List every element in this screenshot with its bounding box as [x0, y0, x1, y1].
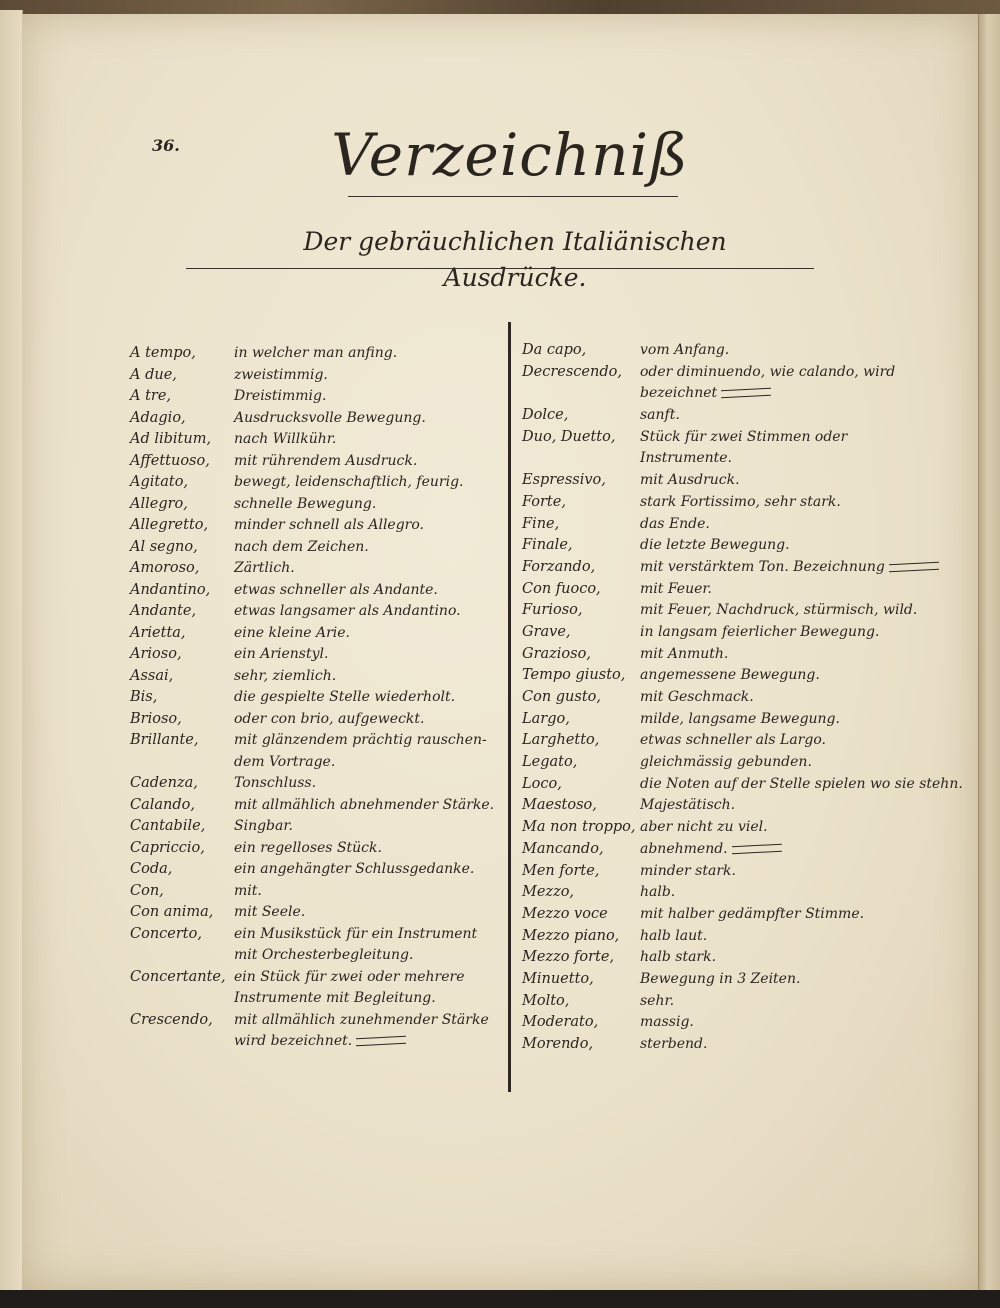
right-glossary-column — [522, 340, 963, 1056]
glossary-term: A tempo, — [130, 345, 196, 361]
glossary-entry — [130, 967, 505, 989]
glossary-term: Dolce, — [522, 407, 569, 424]
glossary-term: Mezzo voce — [522, 905, 608, 922]
glossary-meaning-text: sehr. — [640, 992, 675, 1009]
glossary-term: Decrescendo, — [522, 363, 622, 380]
glossary-meaning-text: etwas schneller als Largo. — [640, 732, 826, 749]
glossary-entry — [130, 472, 505, 494]
glossary-term: Brillante, — [130, 732, 199, 748]
glossary-term: Adagio, — [130, 409, 186, 426]
glossary-entry — [522, 795, 912, 817]
glossary-meaning — [234, 429, 514, 450]
glossary-meaning-text: das Ende. — [640, 515, 710, 532]
glossary-meaning — [640, 405, 912, 426]
page-number: 36. — [152, 136, 180, 155]
glossary-term: Duo, Duetto, — [522, 428, 616, 445]
glossary-meaning-text: nach dem Zeichen. — [234, 538, 369, 555]
glossary-meaning — [234, 881, 514, 902]
glossary-entry — [522, 448, 912, 470]
glossary-meaning-text: mit glänzendem prächtig rauschen- — [234, 732, 487, 748]
glossary-meaning — [234, 773, 514, 794]
glossary-meaning-text: oder diminuendo, wie calando, wird — [640, 363, 896, 380]
glossary-meaning — [234, 644, 514, 665]
glossary-meaning — [640, 557, 912, 578]
glossary-meaning — [234, 515, 514, 536]
glossary-meaning — [640, 926, 912, 947]
glossary-meaning — [640, 470, 912, 491]
glossary-meaning — [640, 665, 912, 686]
glossary-entry — [130, 988, 505, 1010]
glossary-term: Capriccio, — [130, 839, 205, 856]
glossary-term: Arietta, — [130, 624, 186, 641]
glossary-term: Con gusto, — [522, 689, 601, 705]
glossary-entry — [130, 859, 505, 881]
glossary-meaning-text: angemessene Bewegung. — [640, 667, 820, 684]
glossary-meaning-text: sterbend. — [640, 1036, 708, 1052]
glossary-term: Crescendo, — [130, 1011, 213, 1028]
glossary-meaning — [640, 947, 912, 968]
glossary-meaning-text: mit Feuer, Nachdruck, stürmisch, wild. — [640, 602, 918, 619]
glossary-entry — [522, 492, 912, 514]
glossary-term: Allegretto, — [130, 517, 209, 533]
glossary-meaning — [640, 817, 912, 838]
glossary-term: Forzando, — [522, 558, 596, 575]
glossary-entry — [130, 816, 505, 838]
glossary-meaning — [640, 1012, 912, 1033]
glossary-meaning — [234, 924, 514, 945]
glossary-term: Espressivo, — [522, 472, 606, 489]
glossary-meaning — [640, 752, 912, 773]
glossary-term: Andante, — [130, 603, 197, 619]
glossary-meaning-text: etwas schneller als Andante. — [234, 581, 438, 598]
glossary-entry — [522, 514, 912, 536]
glossary-term: Bis, — [130, 689, 158, 705]
glossary-meaning-text: Ausdrucksvolle Bewegung. — [234, 409, 426, 426]
glossary-entry — [522, 947, 912, 969]
glossary-entry — [130, 494, 505, 516]
glossary-entry — [522, 969, 912, 991]
glossary-meaning-text: halb stark. — [640, 949, 717, 966]
glossary-entry — [130, 945, 505, 967]
glossary-meaning — [234, 730, 514, 751]
glossary-meaning-text: massig. — [640, 1014, 694, 1031]
glossary-entry — [522, 644, 912, 666]
glossary-entry — [522, 861, 912, 883]
glossary-entry — [130, 1010, 505, 1032]
glossary-meaning — [234, 709, 514, 730]
glossary-meaning-text: mit allmählich abnehmender Stärke. — [234, 796, 495, 813]
glossary-meaning — [234, 343, 514, 364]
glossary-meaning — [234, 472, 514, 493]
glossary-entry — [130, 343, 505, 365]
glossary-term: Mezzo piano, — [522, 927, 620, 944]
glossary-term: A due, — [130, 366, 177, 383]
glossary-meaning — [234, 967, 514, 988]
glossary-meaning — [234, 816, 514, 837]
glossary-meaning-text: aber nicht zu viel. — [640, 819, 768, 836]
glossary-entry — [522, 1012, 912, 1034]
glossary-entry — [522, 340, 912, 362]
glossary-entry — [522, 600, 918, 622]
glossary-term: Cantabile, — [130, 818, 206, 834]
glossary-term: Amoroso, — [130, 560, 200, 576]
glossary-meaning-text: Majestätisch. — [640, 797, 736, 814]
glossary-meaning — [234, 838, 514, 859]
glossary-entry — [130, 838, 505, 860]
glossary-entry — [522, 383, 912, 405]
glossary-meaning — [640, 579, 912, 600]
glossary-meaning-text: die Noten auf der Stelle spielen wo sie stehn. — [640, 775, 963, 792]
glossary-entry — [130, 580, 505, 602]
glossary-term: Grave, — [522, 623, 571, 640]
glossary-meaning-text: minder schnell als Allegro. — [234, 517, 425, 533]
decrescendo-hairpin-icon — [356, 1036, 406, 1047]
glossary-entry — [130, 537, 505, 559]
glossary-meaning-text: in langsam feierlicher Bewegung. — [640, 623, 880, 640]
glossary-meaning-text: halb. — [640, 884, 676, 901]
glossary-term: Agitato, — [130, 474, 189, 490]
glossary-term: Minuetto, — [522, 970, 594, 987]
glossary-meaning-text: abnehmend. — [640, 840, 728, 857]
glossary-meaning — [640, 492, 912, 513]
glossary-entry — [130, 709, 505, 731]
glossary-meaning-text: mit. — [234, 882, 262, 899]
left-page-edge — [0, 10, 23, 1292]
glossary-term: Concertante, — [130, 968, 226, 985]
glossary-entry — [130, 644, 505, 666]
glossary-term: Brioso, — [130, 710, 182, 727]
glossary-meaning-text: milde, langsame Bewegung. — [640, 710, 840, 727]
glossary-meaning — [234, 945, 514, 966]
glossary-meaning — [640, 622, 912, 643]
glossary-meaning — [640, 535, 912, 556]
glossary-term: Tempo giusto, — [522, 667, 626, 684]
glossary-entry — [130, 881, 505, 903]
glossary-entry — [522, 1034, 912, 1056]
glossary-term: Assai, — [130, 667, 174, 684]
glossary-entry — [522, 579, 912, 601]
glossary-meaning — [640, 644, 912, 665]
glossary-term: Allegro, — [130, 495, 188, 512]
glossary-meaning — [640, 383, 912, 404]
title-underline — [348, 196, 678, 197]
glossary-meaning-text: ein Arienstyl. — [234, 646, 329, 662]
glossary-entry — [130, 623, 505, 645]
glossary-term: Larghetto, — [522, 732, 600, 749]
glossary-meaning — [234, 537, 514, 558]
glossary-meaning — [640, 362, 912, 383]
glossary-term: Grazioso, — [522, 645, 591, 662]
glossary-meaning-text: mit verstärktem Ton. Bezeichnung — [640, 558, 885, 575]
glossary-meaning — [234, 687, 514, 708]
glossary-entry — [522, 470, 912, 492]
glossary-term: Furioso, — [522, 602, 583, 619]
glossary-entry — [522, 362, 912, 384]
glossary-meaning — [234, 365, 514, 386]
glossary-meaning — [234, 408, 514, 429]
glossary-meaning-text: mit Seele. — [234, 904, 306, 920]
glossary-meaning — [640, 340, 912, 361]
glossary-term: Molto, — [522, 992, 570, 1009]
glossary-meaning — [640, 861, 912, 882]
glossary-meaning — [234, 902, 514, 923]
glossary-term: Men forte, — [522, 862, 600, 879]
glossary-meaning-text: nach Willkühr. — [234, 431, 337, 447]
glossary-meaning-text: Bewegung in 3 Zeiten. — [640, 970, 801, 987]
glossary-meaning-text: mit Geschmack. — [640, 689, 754, 705]
glossary-meaning-text: Zärtlich. — [234, 560, 295, 576]
glossary-meaning-text: Instrumente. — [640, 450, 733, 467]
glossary-term: Cadenza, — [130, 775, 198, 791]
glossary-meaning — [640, 427, 912, 448]
glossary-term: Mancando, — [522, 840, 604, 857]
glossary-entry — [130, 1031, 505, 1053]
glossary-entry — [522, 557, 912, 579]
glossary-meaning — [640, 904, 912, 925]
glossary-entry — [522, 991, 912, 1013]
glossary-term: Calando, — [130, 796, 195, 813]
glossary-entry — [130, 601, 505, 623]
glossary-meaning-text: mit Ausdruck. — [640, 472, 740, 489]
glossary-meaning — [640, 600, 918, 621]
glossary-meaning — [234, 1010, 514, 1031]
glossary-meaning-text: schnelle Bewegung. — [234, 495, 377, 512]
glossary-term: Maestoso, — [522, 797, 597, 814]
page-subtitle: Der gebräuchlichen Italiänischen Ausdrücke. — [303, 227, 727, 292]
glossary-entry — [522, 926, 912, 948]
glossary-meaning-text: dem Vortrage. — [234, 753, 336, 770]
glossary-meaning — [234, 623, 514, 644]
glossary-term: Ma non troppo, — [522, 819, 636, 836]
glossary-term: Concerto, — [130, 925, 202, 942]
glossary-meaning-text: bezeichnet — [640, 385, 718, 402]
glossary-entry — [522, 405, 912, 427]
glossary-entry — [130, 408, 505, 430]
glossary-meaning-text: minder stark. — [640, 862, 736, 879]
glossary-term: Con, — [130, 882, 164, 899]
book-binding-bottom — [0, 1290, 1000, 1308]
subtitle-underline — [186, 268, 814, 269]
glossary-meaning — [234, 666, 514, 687]
glossary-term: Finale, — [522, 537, 573, 554]
glossary-meaning-text: Dreistimmig. — [234, 388, 327, 404]
glossary-entry — [130, 451, 505, 473]
glossary-entry — [130, 365, 505, 387]
glossary-entry — [522, 839, 912, 861]
glossary-entry — [130, 386, 505, 408]
glossary-term: Ad libitum, — [130, 431, 212, 447]
glossary-entry — [130, 924, 505, 946]
glossary-meaning-text: stark Fortissimo, sehr stark. — [640, 493, 841, 510]
decrescendo-hairpin-icon — [732, 844, 782, 855]
glossary-meaning — [234, 859, 514, 880]
left-glossary-column — [130, 343, 505, 1053]
glossary-entry — [130, 558, 505, 580]
glossary-entry — [522, 665, 912, 687]
glossary-term: Loco, — [522, 775, 562, 792]
glossary-entry — [130, 902, 505, 924]
glossary-entry — [522, 535, 912, 557]
glossary-meaning — [640, 969, 912, 990]
glossary-meaning — [640, 991, 912, 1012]
glossary-meaning — [234, 580, 514, 601]
glossary-term: Largo, — [522, 710, 570, 727]
glossary-meaning-text: mit halber gedämpfter Stimme. — [640, 905, 865, 922]
glossary-meaning — [234, 494, 514, 515]
glossary-meaning-text: ein regelloses Stück. — [234, 839, 382, 856]
glossary-meaning-text: mit Orchesterbegleitung. — [234, 947, 414, 963]
glossary-meaning — [234, 558, 514, 579]
glossary-meaning — [640, 514, 912, 535]
glossary-entry — [522, 817, 912, 839]
glossary-entry — [130, 666, 505, 688]
glossary-term: Affettuoso, — [130, 452, 210, 469]
glossary-term: Mezzo forte, — [522, 949, 615, 966]
glossary-meaning-text: vom Anfang. — [640, 342, 730, 358]
decrescendo-hairpin-icon — [721, 388, 771, 399]
glossary-term: Mezzo, — [522, 884, 575, 901]
glossary-term: Legato, — [522, 754, 578, 771]
glossary-meaning — [234, 1031, 514, 1052]
glossary-term: A tre, — [130, 388, 172, 404]
glossary-meaning — [640, 882, 912, 903]
glossary-entry — [130, 773, 505, 795]
glossary-meaning-text: sanft. — [640, 407, 680, 424]
glossary-term: Da capo, — [522, 342, 587, 358]
glossary-meaning-text: die gespielte Stelle wiederholt. — [234, 689, 456, 705]
glossary-meaning-text: halb laut. — [640, 927, 708, 944]
glossary-entry — [130, 795, 505, 817]
glossary-meaning — [234, 795, 514, 816]
glossary-meaning-text: gleichmässig gebunden. — [640, 754, 812, 771]
glossary-term: Coda, — [130, 861, 173, 877]
glossary-meaning-text: etwas langsamer als Andantino. — [234, 603, 461, 619]
glossary-meaning — [640, 687, 912, 708]
glossary-meaning-text: eine kleine Arie. — [234, 624, 351, 641]
glossary-meaning-text: ein angehängter Schlussgedanke. — [234, 861, 475, 877]
glossary-entry — [522, 774, 963, 796]
glossary-term: Moderato, — [522, 1014, 599, 1031]
glossary-entry — [522, 427, 912, 449]
glossary-meaning-text: ein Musikstück für ein Instrument — [234, 925, 478, 942]
glossary-meaning-text: Instrumente mit Begleitung. — [234, 990, 436, 1006]
glossary-entry — [522, 687, 912, 709]
glossary-meaning-text: die letzte Bewegung. — [640, 537, 790, 554]
glossary-meaning-text: wird bezeichnet. — [234, 1033, 353, 1049]
glossary-entry — [522, 622, 912, 644]
glossary-meaning — [234, 451, 514, 472]
glossary-term: Morendo, — [522, 1036, 594, 1052]
glossary-meaning — [640, 774, 963, 795]
glossary-term: Arioso, — [130, 646, 182, 662]
glossary-entry — [130, 429, 505, 451]
glossary-entry — [130, 687, 505, 709]
glossary-meaning-text: Tonschluss. — [234, 775, 317, 791]
glossary-meaning-text: bewegt, leidenschaftlich, feurig. — [234, 474, 464, 490]
glossary-entry — [522, 882, 912, 904]
glossary-meaning — [640, 448, 912, 469]
glossary-meaning — [640, 1034, 912, 1055]
glossary-entry — [130, 515, 505, 537]
glossary-meaning-text: in welcher man anfing. — [234, 345, 398, 361]
glossary-meaning-text: Singbar. — [234, 818, 293, 834]
glossary-term: Al segno, — [130, 538, 198, 555]
glossary-entry — [522, 752, 912, 774]
glossary-term: Con fuoco, — [522, 580, 601, 597]
glossary-meaning — [640, 730, 912, 751]
glossary-meaning — [640, 795, 912, 816]
glossary-term: Forte, — [522, 493, 566, 510]
glossary-meaning-text: ein Stück für zwei oder mehrere — [234, 968, 465, 985]
glossary-entry — [522, 904, 912, 926]
glossary-meaning-text: mit allmählich zunehmender Stärke — [234, 1011, 489, 1028]
page-title: Verzeichniß — [331, 121, 689, 189]
glossary-entry — [130, 752, 505, 774]
glossary-meaning-text: mit Anmuth. — [640, 645, 729, 662]
glossary-term: Fine, — [522, 515, 560, 532]
glossary-meaning — [234, 601, 514, 622]
glossary-entry — [522, 709, 912, 731]
glossary-meaning-text: Stück für zwei Stimmen oder — [640, 428, 848, 445]
glossary-term: Andantino, — [130, 581, 211, 598]
glossary-meaning — [640, 709, 912, 730]
glossary-meaning-text: oder con brio, aufgeweckt. — [234, 710, 425, 727]
glossary-meaning — [234, 386, 514, 407]
glossary-meaning — [234, 752, 514, 773]
glossary-meaning-text: zweistimmig. — [234, 366, 328, 383]
glossary-entry — [522, 730, 912, 752]
glossary-meaning-text: sehr, ziemlich. — [234, 667, 337, 684]
glossary-meaning-text: mit rührendem Ausdruck. — [234, 452, 418, 469]
glossary-entry — [130, 730, 505, 752]
glossary-meaning-text: mit Feuer. — [640, 580, 712, 597]
glossary-term: Con anima, — [130, 904, 214, 920]
glossary-meaning — [234, 988, 514, 1009]
glossary-meaning — [640, 839, 912, 860]
right-page-edge — [978, 14, 1000, 1290]
